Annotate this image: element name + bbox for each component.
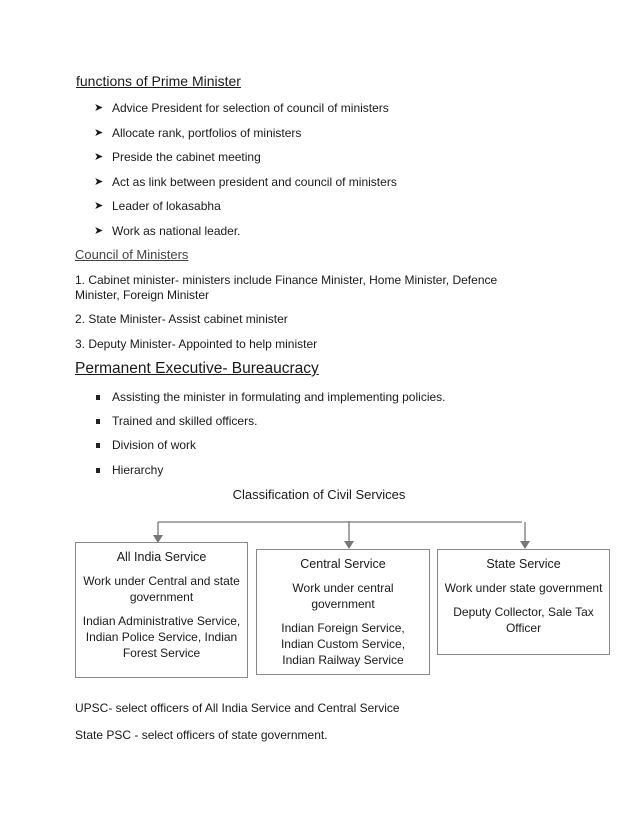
- council-heading: Council of Ministers: [75, 247, 189, 262]
- council-item-state: 2. State Minister- Assist cabinet minister: [75, 312, 288, 326]
- box-examples: Deputy Collector, Sale Tax Officer: [453, 605, 594, 635]
- arrow-bullet-icon: ➤: [94, 127, 104, 139]
- box-work: Work under Central and state government: [83, 574, 240, 604]
- box-title: State Service: [486, 557, 561, 571]
- pm-heading: functions of Prime Minister: [76, 73, 241, 89]
- box-title: Central Service: [300, 557, 386, 571]
- box-work: Work under central government: [292, 581, 394, 611]
- bureaucracy-heading: Permanent Executive- Bureaucracy: [75, 360, 319, 377]
- arrow-bullet-icon: ➤: [94, 151, 104, 163]
- footer-upsc: UPSC- select officers of All India Service and Central Service: [75, 701, 400, 715]
- all-india-service-box: [75, 542, 248, 678]
- arrow-bullet-icon: ➤: [94, 200, 104, 212]
- arrow-bullet-icon: ➤: [94, 225, 104, 237]
- arrow-bullet-icon: ➤: [94, 176, 104, 188]
- box-examples: Indian Foreign Service, Indian Custom Service, Indian Railway Service: [280, 621, 406, 667]
- diagram-title: Classification of Civil Services: [232, 487, 406, 502]
- arrow-down-icon: [520, 541, 530, 549]
- council-item-cabinet: 1. Cabinet minister- ministers include Finance Minister, Home Minister, Defence Minister, Foreign Minister: [75, 273, 498, 302]
- footer-state-psc: State PSC - select officers of state government.: [75, 728, 328, 742]
- council-item-deputy: 3. Deputy Minister- Appointed to help minister: [75, 337, 318, 351]
- arrow-down-icon: [344, 541, 354, 549]
- box-title: All India Service: [116, 550, 207, 564]
- arrow-bullet-icon: ➤: [94, 102, 104, 114]
- central-service-box: [256, 549, 430, 675]
- box-work: Work under state government: [444, 581, 603, 595]
- box-examples: Indian Administrative Service, Indian Police Service, Indian Forest Service: [82, 614, 241, 660]
- state-service-box: [437, 549, 610, 655]
